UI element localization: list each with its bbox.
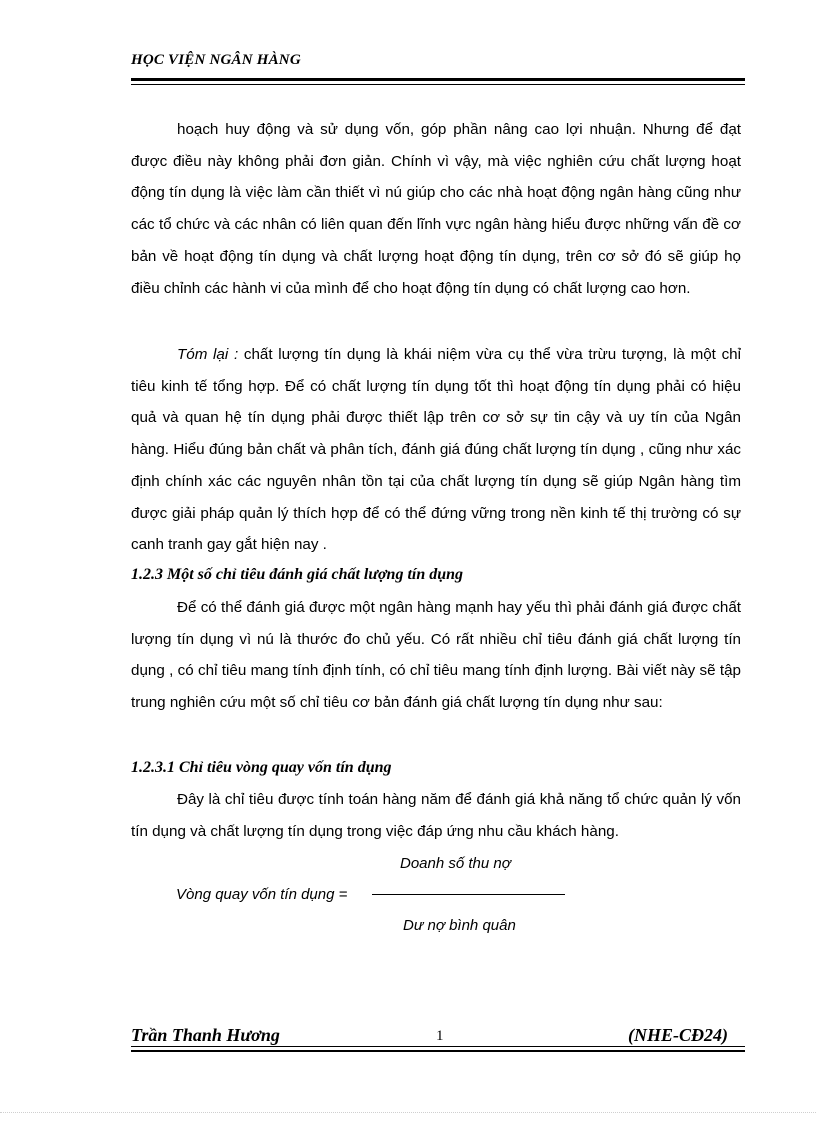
formula-fraction-line bbox=[372, 894, 565, 895]
section-heading-1-2-3-1: 1.2.3.1 Chỉ tiêu vòng quay vốn tín dụng bbox=[131, 759, 392, 776]
formula-lhs: Vòng quay vốn tín dụng = bbox=[176, 886, 348, 903]
page-bottom-border bbox=[0, 1112, 816, 1113]
paragraph-1: hoạch huy động và sử dụng vốn, góp phần nâng cao lợi nhuận. Nhưng để đạt được điều này không phải đơn giản. Chính vì vậy, mà việc nghiên cứu chất lượng hoạt động tín dụng là việc làm cần thiết vì nú giúp cho các nhà hoạt động ngân hàng cũng như các tổ chức và các nhân có liên quan đến lĩnh vực ngân hàng hiểu được những vấn đề cơ bản về hoạt động tín dụng và chất lượng hoạt động tín dụng, trên cơ sở đó sẽ giúp họ điều chỉnh các hành vi của mình để cho hoạt động tín dụng có chất lượng cao hơn. bbox=[131, 121, 741, 297]
footer-rule-thin bbox=[131, 1046, 745, 1047]
paragraph-2 bbox=[131, 339, 741, 561]
paragraph-2-text: chất lượng tín dụng là khái niệm vừa cụ thể vừa trừu tượng, là một chỉ tiêu kinh tế tổng hợp. Để có chất lượng tín dụng tốt thì hoạt động tín dụng phải có hiệu quả và quan hệ tín dụng phải được thiết lập trên cơ sở sự tin cậy và uy tín của Ngân hàng. Hiểu đúng bản chất và phân tích, đánh giá đúng chất lượng tín dụng , cũng như xác định chính xác các nguyên nhân tồn tại của chất lượng tín dụng sẽ giúp Ngân hàng tìm được giải pháp quản lý thích hợp để có thể đứng vững trong nền kinh tế thị trường có sự canh tranh gay gắt hiện nay . bbox=[131, 346, 741, 554]
formula-denominator: Dư nợ bình quân bbox=[403, 917, 516, 934]
header-title: HỌC VIỆN NGÂN HÀNG bbox=[131, 52, 301, 68]
paragraph-2-lead: Tóm lại : bbox=[177, 346, 239, 363]
footer-code: (NHE-CĐ24) bbox=[628, 1025, 728, 1045]
paragraph-3: Để có thể đánh giá được một ngân hàng mạnh hay yếu thì phải đánh giá được chất lượng tín dụng vì nú là thước đo chủ yếu. Có rất nhiều chỉ tiêu đánh giá chất lượng tín dụng , có chỉ tiêu mang tính định tính, có chỉ tiêu mang tính định lượng. Bài viết này sẽ tập trung nghiên cứu một số chỉ tiêu cơ bản đánh giá chất lượng tín dụng như sau: bbox=[131, 599, 741, 712]
footer-rule-thick bbox=[131, 1050, 745, 1052]
paragraph-4: Đây là chỉ tiêu được tính toán hàng năm để đánh giá khả năng tổ chức quản lý vốn tín dụng và chất lượng tín dụng trong việc đáp ứng nhu cầu khách hàng. bbox=[131, 791, 741, 840]
header-rule-thin bbox=[131, 84, 745, 85]
footer-author: Trần Thanh Hương bbox=[131, 1025, 280, 1045]
formula-numerator: Doanh số thu nợ bbox=[400, 855, 511, 872]
section-heading-1-2-3: 1.2.3 Một số chỉ tiêu đánh giá chất lượng tín dụng bbox=[131, 566, 464, 583]
header-rule-thick bbox=[131, 78, 745, 81]
footer-page-number: 1 bbox=[436, 1028, 444, 1044]
